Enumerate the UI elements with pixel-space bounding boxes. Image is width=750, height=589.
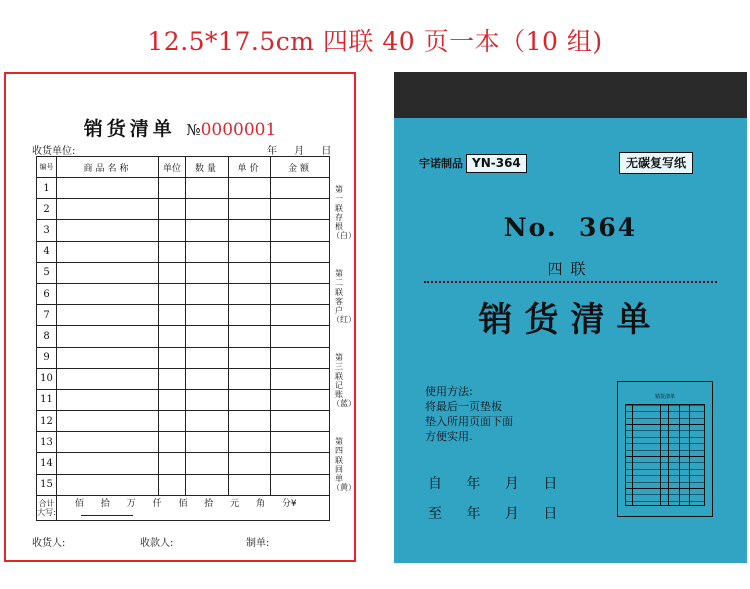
cell-qty (186, 474, 229, 495)
table-row (37, 326, 330, 347)
date-label: 年 月 日 (267, 146, 332, 157)
cell-qty (186, 262, 229, 283)
row-number: 6 (37, 283, 57, 304)
payee-label: 收款人: (140, 538, 174, 549)
cell-amount (271, 326, 330, 347)
cover-number: No. 364 (503, 213, 638, 242)
copy-label-3: 第三联记账（蓝） (332, 353, 356, 409)
cell-unit (159, 432, 186, 453)
cell-price (229, 432, 271, 453)
total-row (37, 495, 330, 520)
book-cover (394, 72, 747, 563)
table-row (37, 305, 330, 326)
table-row (37, 453, 330, 474)
table-row (37, 389, 330, 410)
col-qty-header: 数量 (186, 157, 229, 178)
cell-amount (271, 283, 330, 304)
cell-unit (159, 305, 186, 326)
cell-unit (159, 474, 186, 495)
cell-amount (271, 305, 330, 326)
table-row (37, 262, 330, 283)
table-row (37, 474, 330, 495)
copy-labels (332, 185, 356, 521)
cell-qty (186, 347, 229, 368)
cell-unit (159, 326, 186, 347)
total-amount-line (81, 515, 133, 516)
serial-number: 0000001 (200, 120, 277, 140)
total-words-text: 佰 拾 万 仟 佰 拾 元 角 分¥ (75, 499, 297, 510)
cell-amount (271, 178, 330, 199)
cell-price (229, 305, 271, 326)
cell-amount (271, 262, 330, 283)
cell-price (229, 262, 271, 283)
cell-amount (271, 432, 330, 453)
col-price-header: 单价 (229, 157, 271, 178)
cell-unit (159, 453, 186, 474)
table-row (37, 283, 330, 304)
cell-unit (159, 262, 186, 283)
cell-qty (186, 411, 229, 432)
usage-title: 使用方法: (425, 385, 473, 398)
row-number: 15 (37, 474, 57, 495)
col-amount-header: 金额 (271, 157, 330, 178)
cell-amount (271, 474, 330, 495)
row-number: 3 (37, 220, 57, 241)
row-number: 11 (37, 389, 57, 410)
cell-name (57, 241, 159, 262)
cell-price (229, 241, 271, 262)
table-row (37, 368, 330, 389)
cell-price (229, 411, 271, 432)
form-title-line (6, 114, 354, 141)
col-name-header: 商品名称 (57, 157, 159, 178)
cell-qty (186, 241, 229, 262)
cell-unit (159, 411, 186, 432)
usage-line-1: 将最后一页垫板 (425, 400, 502, 413)
cover-title: 销货清单 (478, 300, 663, 340)
table-row (37, 432, 330, 453)
cell-name (57, 411, 159, 432)
cell-qty (186, 199, 229, 220)
cell-unit (159, 178, 186, 199)
cell-amount (271, 220, 330, 241)
model-number: YN-364 (466, 154, 527, 173)
form-title: 销货清单 (83, 118, 176, 140)
table-row (37, 241, 330, 262)
cell-qty (186, 283, 229, 304)
total-amount-words (57, 495, 330, 520)
cell-price (229, 220, 271, 241)
row-number: 1 (37, 178, 57, 199)
serial-no-label: № (186, 121, 201, 139)
cell-price (229, 199, 271, 220)
table-header-row (37, 157, 330, 178)
cell-name (57, 347, 159, 368)
cell-amount (271, 241, 330, 262)
cell-amount (271, 199, 330, 220)
col-unit-header: 单位 (159, 157, 186, 178)
brand-name: 宇诺制品 (419, 157, 463, 170)
cell-price (229, 453, 271, 474)
form-sheet (4, 72, 356, 562)
copy-label-2: 第二联客户（红） (332, 269, 356, 325)
row-number: 12 (37, 411, 57, 432)
table-row (37, 199, 330, 220)
table-row (37, 220, 330, 241)
brand-badge (419, 153, 527, 173)
row-number: 13 (37, 432, 57, 453)
row-number: 9 (37, 347, 57, 368)
cell-amount (271, 389, 330, 410)
table-row (37, 411, 330, 432)
table-body (37, 178, 330, 496)
cell-qty (186, 305, 229, 326)
cell-name (57, 199, 159, 220)
copy-label-4: 第四联回单（黄） (332, 437, 356, 493)
from-date-row: 自 年 月 日 (428, 476, 558, 492)
cell-price (229, 178, 271, 199)
cell-price (229, 474, 271, 495)
cell-qty (186, 432, 229, 453)
cell-name (57, 283, 159, 304)
product-headline: 12.5*17.5cm 四联 40 页一本（10 组) (147, 27, 603, 56)
items-table (36, 156, 330, 521)
cell-unit (159, 199, 186, 220)
cell-amount (271, 368, 330, 389)
cell-name (57, 368, 159, 389)
cell-price (229, 389, 271, 410)
row-number: 4 (37, 241, 57, 262)
cell-name (57, 305, 159, 326)
cell-amount (271, 347, 330, 368)
row-number: 5 (37, 262, 57, 283)
cell-name (57, 178, 159, 199)
table-row (37, 347, 330, 368)
cell-price (229, 347, 271, 368)
cell-qty (186, 220, 229, 241)
cell-name (57, 432, 159, 453)
usage-instructions (425, 384, 513, 444)
cell-name (57, 262, 159, 283)
thumbnail-title: 销货清单 (654, 394, 675, 400)
cell-price (229, 326, 271, 347)
row-number: 8 (37, 326, 57, 347)
to-date-row: 至 年 月 日 (428, 506, 558, 522)
cell-qty (186, 453, 229, 474)
col-index-header: 编号 (37, 157, 57, 178)
dotted-divider (424, 281, 717, 283)
row-number: 2 (37, 199, 57, 220)
copy-label-1: 第一联存根（白） (332, 185, 356, 241)
cell-unit (159, 283, 186, 304)
cell-unit (159, 368, 186, 389)
row-number: 10 (37, 368, 57, 389)
cell-unit (159, 347, 186, 368)
cell-unit (159, 220, 186, 241)
cell-name (57, 474, 159, 495)
consignee-label: 收货人: (32, 538, 66, 549)
total-label: 合计大写: (37, 495, 57, 520)
cell-name (57, 326, 159, 347)
cell-qty (186, 389, 229, 410)
row-number: 14 (37, 453, 57, 474)
row-number: 7 (37, 305, 57, 326)
maker-label: 制单: (246, 538, 270, 549)
cell-name (57, 220, 159, 241)
cell-qty (186, 178, 229, 199)
cell-amount (271, 411, 330, 432)
cover-parts: 四联 (547, 260, 594, 278)
cell-amount (271, 453, 330, 474)
form-thumbnail (617, 381, 713, 517)
receiver-label: 收货单位: (32, 146, 76, 157)
usage-line-3: 方便实用. (425, 430, 473, 443)
cell-name (57, 453, 159, 474)
thumbnail-grid (625, 404, 705, 506)
cell-unit (159, 389, 186, 410)
usage-line-2: 垫入所用页面下面 (425, 415, 513, 428)
cell-unit (159, 241, 186, 262)
table-row (37, 178, 330, 199)
cell-name (57, 389, 159, 410)
ncr-paper-badge: 无碳复写纸 (619, 152, 693, 174)
cell-price (229, 368, 271, 389)
cover-top-band (394, 72, 747, 118)
cell-qty (186, 326, 229, 347)
cell-qty (186, 368, 229, 389)
cell-price (229, 283, 271, 304)
